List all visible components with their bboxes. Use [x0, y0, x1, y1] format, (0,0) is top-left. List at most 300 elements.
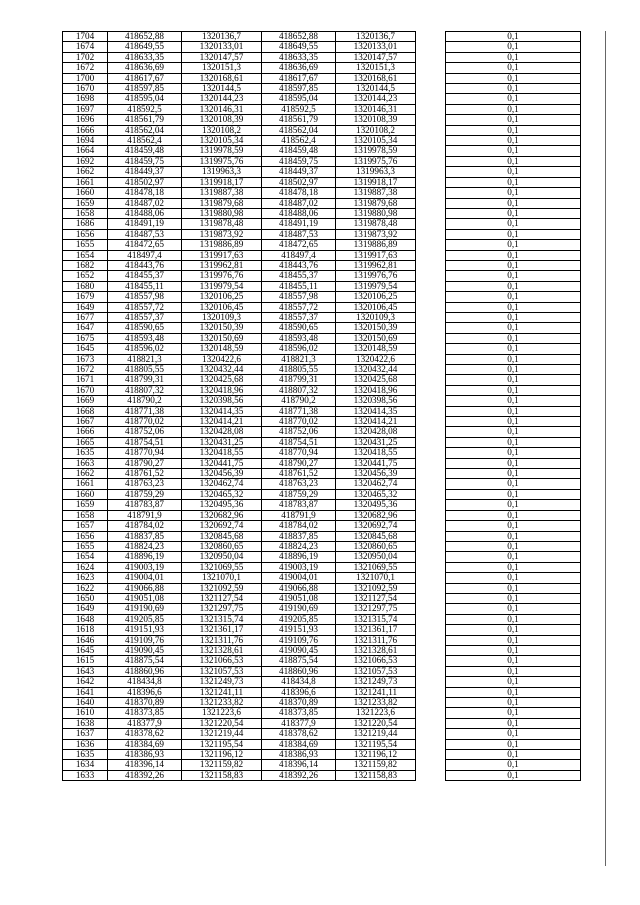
y-coordinate-cell: 1320414,35: [182, 406, 262, 416]
table-row: [63, 562, 581, 572]
point-number-cell: 1666: [63, 125, 108, 135]
y-coordinate-cell: 1321057,53: [182, 666, 262, 676]
x-coordinate-cell: 418791,9: [108, 510, 182, 520]
coordinates-sheet: [62, 31, 581, 781]
x-coordinate-cell: 418497,4: [108, 250, 182, 260]
x-coordinate-cell: 418597,85: [108, 84, 182, 94]
accuracy-cell: 0,1: [446, 198, 581, 208]
accuracy-cell: 0,1: [446, 521, 581, 531]
table-row: [63, 84, 581, 94]
x-coordinate-copy-cell: 418617,67: [262, 73, 336, 83]
table-row: [63, 448, 581, 458]
accuracy-cell: 0,1: [446, 718, 581, 728]
x-coordinate-copy-cell: 418455,11: [262, 281, 336, 291]
column-gap: [416, 271, 446, 281]
y-coordinate-copy-cell: 1320148,59: [336, 344, 416, 354]
x-coordinate-copy-cell: 418370,89: [262, 698, 336, 708]
x-coordinate-cell: 418562,04: [108, 125, 182, 135]
point-number-cell: 1660: [63, 188, 108, 198]
point-number-cell: 1670: [63, 84, 108, 94]
column-gap: [416, 146, 446, 156]
y-coordinate-cell: 1319880,98: [182, 208, 262, 218]
x-coordinate-cell: 418761,52: [108, 469, 182, 479]
accuracy-cell: 0,1: [446, 458, 581, 468]
y-coordinate-cell: 1319879,68: [182, 198, 262, 208]
table-row: [63, 750, 581, 760]
point-number-cell: 1660: [63, 489, 108, 499]
table-row: [63, 489, 581, 499]
y-coordinate-cell: 1321127,54: [182, 593, 262, 603]
column-gap: [416, 52, 446, 62]
y-coordinate-copy-cell: 1321196,12: [336, 750, 416, 760]
x-coordinate-copy-cell: 418459,48: [262, 146, 336, 156]
y-coordinate-cell: 1321069,55: [182, 562, 262, 572]
table-row: [63, 698, 581, 708]
point-number-cell: 1698: [63, 94, 108, 104]
column-gap: [416, 510, 446, 520]
point-number-cell: 1624: [63, 562, 108, 572]
x-coordinate-copy-cell: 418752,06: [262, 427, 336, 437]
x-coordinate-copy-cell: 418378,62: [262, 729, 336, 739]
column-gap: [416, 365, 446, 375]
point-number-cell: 1662: [63, 167, 108, 177]
column-gap: [416, 32, 446, 42]
table-row: [63, 593, 581, 603]
x-coordinate-cell: 418636,69: [108, 63, 182, 73]
y-coordinate-copy-cell: 1320108,39: [336, 115, 416, 125]
y-coordinate-copy-cell: 1320398,56: [336, 396, 416, 406]
y-coordinate-copy-cell: 1320105,34: [336, 136, 416, 146]
column-gap: [416, 260, 446, 270]
table-row: [63, 385, 581, 395]
x-coordinate-cell: 418557,37: [108, 312, 182, 322]
y-coordinate-cell: 1320133,01: [182, 42, 262, 52]
table-row: [63, 437, 581, 447]
x-coordinate-cell: 418459,48: [108, 146, 182, 156]
accuracy-cell: 0,1: [446, 136, 581, 146]
x-coordinate-copy-cell: 418455,37: [262, 271, 336, 281]
x-coordinate-cell: 418783,87: [108, 500, 182, 510]
x-coordinate-copy-cell: 418592,5: [262, 104, 336, 114]
point-number-cell: 1655: [63, 541, 108, 551]
x-coordinate-cell: 418807,32: [108, 385, 182, 395]
y-coordinate-copy-cell: 1321361,17: [336, 625, 416, 635]
table-row: [63, 115, 581, 125]
accuracy-cell: 0,1: [446, 739, 581, 749]
x-coordinate-cell: 418386,93: [108, 750, 182, 760]
table-row: [63, 344, 581, 354]
x-coordinate-cell: 418557,72: [108, 302, 182, 312]
x-coordinate-cell: 418752,06: [108, 427, 182, 437]
x-coordinate-copy-cell: 418487,53: [262, 229, 336, 239]
column-gap: [416, 73, 446, 83]
table-row: [63, 271, 581, 281]
y-coordinate-copy-cell: 1319878,48: [336, 219, 416, 229]
table-row: [63, 302, 581, 312]
x-coordinate-copy-cell: 419151,93: [262, 625, 336, 635]
y-coordinate-cell: 1319963,3: [182, 167, 262, 177]
accuracy-cell: 0,1: [446, 760, 581, 770]
table-row: [63, 198, 581, 208]
point-number-cell: 1675: [63, 333, 108, 343]
x-coordinate-copy-cell: 418502,97: [262, 177, 336, 187]
column-gap: [416, 208, 446, 218]
table-row: [63, 365, 581, 375]
y-coordinate-copy-cell: 1320428,08: [336, 427, 416, 437]
y-coordinate-copy-cell: 1320414,21: [336, 417, 416, 427]
y-coordinate-cell: 1321223,6: [182, 708, 262, 718]
point-number-cell: 1700: [63, 73, 108, 83]
table-row: [63, 260, 581, 270]
table-row: [63, 625, 581, 635]
y-coordinate-copy-cell: 1321241,11: [336, 687, 416, 697]
point-number-cell: 1635: [63, 448, 108, 458]
table-row: [63, 375, 581, 385]
point-number-cell: 1667: [63, 417, 108, 427]
x-coordinate-cell: 418592,5: [108, 104, 182, 114]
table-row: [63, 469, 581, 479]
y-coordinate-cell: 1320495,36: [182, 500, 262, 510]
x-coordinate-copy-cell: 418763,23: [262, 479, 336, 489]
x-coordinate-cell: 419151,93: [108, 625, 182, 635]
column-gap: [416, 469, 446, 479]
x-coordinate-cell: 418770,02: [108, 417, 182, 427]
point-number-cell: 1658: [63, 510, 108, 520]
y-coordinate-cell: 1321196,12: [182, 750, 262, 760]
accuracy-cell: 0,1: [446, 312, 581, 322]
y-coordinate-cell: 1321328,61: [182, 645, 262, 655]
point-number-cell: 1704: [63, 32, 108, 42]
table-row: [63, 427, 581, 437]
x-coordinate-cell: 418491,19: [108, 219, 182, 229]
y-coordinate-copy-cell: 1319873,92: [336, 229, 416, 239]
page-edge-line: [605, 31, 606, 866]
y-coordinate-cell: 1320422,6: [182, 354, 262, 364]
y-coordinate-cell: 1320150,69: [182, 333, 262, 343]
column-gap: [416, 312, 446, 322]
table-row: [63, 312, 581, 322]
accuracy-cell: 0,1: [446, 104, 581, 114]
y-coordinate-copy-cell: 1321158,83: [336, 770, 416, 780]
table-row: [63, 479, 581, 489]
table-row: [63, 573, 581, 583]
x-coordinate-cell: 418860,96: [108, 666, 182, 676]
x-coordinate-copy-cell: 418596,02: [262, 344, 336, 354]
point-number-cell: 1672: [63, 365, 108, 375]
y-coordinate-cell: 1320425,68: [182, 375, 262, 385]
y-coordinate-cell: 1320682,96: [182, 510, 262, 520]
column-gap: [416, 770, 446, 780]
point-number-cell: 1659: [63, 500, 108, 510]
point-number-cell: 1664: [63, 146, 108, 156]
y-coordinate-copy-cell: 1320418,55: [336, 448, 416, 458]
table-row: [63, 760, 581, 770]
point-number-cell: 1696: [63, 115, 108, 125]
y-coordinate-copy-cell: 1320106,45: [336, 302, 416, 312]
x-coordinate-copy-cell: 418561,79: [262, 115, 336, 125]
y-coordinate-copy-cell: 1319978,59: [336, 146, 416, 156]
accuracy-cell: 0,1: [446, 750, 581, 760]
accuracy-cell: 0,1: [446, 500, 581, 510]
y-coordinate-cell: 1321070,1: [182, 573, 262, 583]
y-coordinate-cell: 1319873,92: [182, 229, 262, 239]
column-gap: [416, 302, 446, 312]
y-coordinate-copy-cell: 1320168,61: [336, 73, 416, 83]
table-row: [63, 614, 581, 624]
y-coordinate-cell: 1321311,76: [182, 635, 262, 645]
column-gap: [416, 573, 446, 583]
y-coordinate-copy-cell: 1319918,17: [336, 177, 416, 187]
x-coordinate-copy-cell: 419190,69: [262, 604, 336, 614]
x-coordinate-cell: 418449,37: [108, 167, 182, 177]
x-coordinate-copy-cell: 419004,01: [262, 573, 336, 583]
column-gap: [416, 562, 446, 572]
accuracy-cell: 0,1: [446, 229, 581, 239]
y-coordinate-cell: 1320146,31: [182, 104, 262, 114]
accuracy-cell: 0,1: [446, 489, 581, 499]
x-coordinate-copy-cell: 418593,48: [262, 333, 336, 343]
y-coordinate-cell: 1321315,74: [182, 614, 262, 624]
x-coordinate-cell: 418837,85: [108, 531, 182, 541]
y-coordinate-copy-cell: 1319963,3: [336, 167, 416, 177]
x-coordinate-cell: 418455,37: [108, 271, 182, 281]
x-coordinate-copy-cell: 418784,02: [262, 521, 336, 531]
table-row: [63, 770, 581, 780]
column-gap: [416, 42, 446, 52]
table-row: [63, 583, 581, 593]
column-gap: [416, 458, 446, 468]
y-coordinate-cell: 1320414,21: [182, 417, 262, 427]
x-coordinate-cell: 418824,23: [108, 541, 182, 551]
x-coordinate-copy-cell: 418396,6: [262, 687, 336, 697]
x-coordinate-copy-cell: 418805,55: [262, 365, 336, 375]
table-row: [63, 240, 581, 250]
point-number-cell: 1692: [63, 156, 108, 166]
y-coordinate-copy-cell: 1320431,25: [336, 437, 416, 447]
column-gap: [416, 188, 446, 198]
x-coordinate-cell: 418561,79: [108, 115, 182, 125]
column-gap: [416, 552, 446, 562]
y-coordinate-cell: 1320108,2: [182, 125, 262, 135]
x-coordinate-copy-cell: 418557,98: [262, 292, 336, 302]
x-coordinate-cell: 418459,75: [108, 156, 182, 166]
y-coordinate-cell: 1320147,57: [182, 52, 262, 62]
y-coordinate-cell: 1320106,45: [182, 302, 262, 312]
column-gap: [416, 94, 446, 104]
y-coordinate-cell: 1319978,59: [182, 146, 262, 156]
x-coordinate-copy-cell: 418386,93: [262, 750, 336, 760]
x-coordinate-cell: 419051,08: [108, 593, 182, 603]
table-row: [63, 458, 581, 468]
column-gap: [416, 479, 446, 489]
y-coordinate-cell: 1321066,53: [182, 656, 262, 666]
accuracy-cell: 0,1: [446, 448, 581, 458]
y-coordinate-copy-cell: 1320147,57: [336, 52, 416, 62]
x-coordinate-copy-cell: 418770,94: [262, 448, 336, 458]
accuracy-cell: 0,1: [446, 656, 581, 666]
x-coordinate-cell: 418392,26: [108, 770, 182, 780]
accuracy-cell: 0,1: [446, 42, 581, 52]
y-coordinate-copy-cell: 1321297,75: [336, 604, 416, 614]
accuracy-cell: 0,1: [446, 240, 581, 250]
point-number-cell: 1649: [63, 302, 108, 312]
x-coordinate-copy-cell: 418770,02: [262, 417, 336, 427]
y-coordinate-copy-cell: 1321223,6: [336, 708, 416, 718]
point-number-cell: 1670: [63, 385, 108, 395]
table-row: [63, 250, 581, 260]
column-gap: [416, 437, 446, 447]
y-coordinate-cell: 1320150,39: [182, 323, 262, 333]
column-gap: [416, 687, 446, 697]
x-coordinate-cell: 418472,65: [108, 240, 182, 250]
column-gap: [416, 396, 446, 406]
point-number-cell: 1677: [63, 312, 108, 322]
accuracy-cell: 0,1: [446, 32, 581, 42]
y-coordinate-cell: 1320465,32: [182, 489, 262, 499]
column-gap: [416, 718, 446, 728]
column-gap: [416, 344, 446, 354]
point-number-cell: 1650: [63, 593, 108, 603]
accuracy-cell: 0,1: [446, 84, 581, 94]
column-gap: [416, 708, 446, 718]
x-coordinate-copy-cell: 418478,18: [262, 188, 336, 198]
accuracy-cell: 0,1: [446, 770, 581, 780]
table-row: [63, 406, 581, 416]
x-coordinate-cell: 418652,88: [108, 32, 182, 42]
column-gap: [416, 500, 446, 510]
accuracy-cell: 0,1: [446, 188, 581, 198]
column-gap: [416, 531, 446, 541]
accuracy-cell: 0,1: [446, 250, 581, 260]
table-row: [63, 541, 581, 551]
y-coordinate-copy-cell: 1319887,38: [336, 188, 416, 198]
x-coordinate-copy-cell: 419109,76: [262, 635, 336, 645]
y-coordinate-copy-cell: 1320425,68: [336, 375, 416, 385]
y-coordinate-cell: 1320441,75: [182, 458, 262, 468]
accuracy-cell: 0,1: [446, 593, 581, 603]
x-coordinate-copy-cell: 418759,29: [262, 489, 336, 499]
x-coordinate-cell: 418443,76: [108, 260, 182, 270]
point-number-cell: 1648: [63, 614, 108, 624]
accuracy-cell: 0,1: [446, 469, 581, 479]
point-number-cell: 1641: [63, 687, 108, 697]
x-coordinate-cell: 418502,97: [108, 177, 182, 187]
table-row: [63, 718, 581, 728]
y-coordinate-copy-cell: 1321328,61: [336, 645, 416, 655]
y-coordinate-cell: 1319886,89: [182, 240, 262, 250]
y-coordinate-cell: 1320431,25: [182, 437, 262, 447]
x-coordinate-cell: 419004,01: [108, 573, 182, 583]
y-coordinate-cell: 1321241,11: [182, 687, 262, 697]
column-gap: [416, 84, 446, 94]
y-coordinate-cell: 1321297,75: [182, 604, 262, 614]
column-gap: [416, 635, 446, 645]
y-coordinate-copy-cell: 1320462,74: [336, 479, 416, 489]
y-coordinate-cell: 1321361,17: [182, 625, 262, 635]
y-coordinate-copy-cell: 1321219,44: [336, 729, 416, 739]
table-row: [63, 708, 581, 718]
x-coordinate-cell: 418759,29: [108, 489, 182, 499]
accuracy-cell: 0,1: [446, 385, 581, 395]
x-coordinate-cell: 418487,53: [108, 229, 182, 239]
x-coordinate-copy-cell: 419066,88: [262, 583, 336, 593]
y-coordinate-copy-cell: 1320146,31: [336, 104, 416, 114]
x-coordinate-cell: 418377,9: [108, 718, 182, 728]
table-row: [63, 219, 581, 229]
column-gap: [416, 333, 446, 343]
table-row: [63, 188, 581, 198]
table-row: [63, 167, 581, 177]
x-coordinate-copy-cell: 418860,96: [262, 666, 336, 676]
table-row: [63, 104, 581, 114]
column-gap: [416, 427, 446, 437]
x-coordinate-copy-cell: 418896,19: [262, 552, 336, 562]
x-coordinate-copy-cell: 418807,32: [262, 385, 336, 395]
x-coordinate-copy-cell: 419205,85: [262, 614, 336, 624]
point-number-cell: 1656: [63, 531, 108, 541]
column-gap: [416, 219, 446, 229]
x-coordinate-copy-cell: 418633,35: [262, 52, 336, 62]
y-coordinate-cell: 1319878,48: [182, 219, 262, 229]
accuracy-cell: 0,1: [446, 73, 581, 83]
accuracy-cell: 0,1: [446, 375, 581, 385]
x-coordinate-cell: 418373,85: [108, 708, 182, 718]
x-coordinate-cell: 418562,4: [108, 136, 182, 146]
x-coordinate-cell: 418487,02: [108, 198, 182, 208]
y-coordinate-cell: 1320418,96: [182, 385, 262, 395]
x-coordinate-cell: 418771,38: [108, 406, 182, 416]
y-coordinate-copy-cell: 1320133,01: [336, 42, 416, 52]
point-number-cell: 1640: [63, 698, 108, 708]
y-coordinate-cell: 1319979,54: [182, 281, 262, 291]
column-gap: [416, 521, 446, 531]
table-row: [63, 156, 581, 166]
point-number-cell: 1610: [63, 708, 108, 718]
y-coordinate-cell: 1321220,54: [182, 718, 262, 728]
y-coordinate-cell: 1321158,83: [182, 770, 262, 780]
column-gap: [416, 385, 446, 395]
x-coordinate-cell: 419190,69: [108, 604, 182, 614]
table-row: [63, 32, 581, 42]
point-number-cell: 1663: [63, 458, 108, 468]
y-coordinate-cell: 1320105,34: [182, 136, 262, 146]
point-number-cell: 1636: [63, 739, 108, 749]
y-coordinate-copy-cell: 1320422,6: [336, 354, 416, 364]
y-coordinate-cell: 1320168,61: [182, 73, 262, 83]
x-coordinate-copy-cell: 419003,19: [262, 562, 336, 572]
accuracy-cell: 0,1: [446, 531, 581, 541]
column-gap: [416, 417, 446, 427]
column-gap: [416, 645, 446, 655]
accuracy-cell: 0,1: [446, 541, 581, 551]
y-coordinate-copy-cell: 1319976,76: [336, 271, 416, 281]
x-coordinate-copy-cell: 418392,26: [262, 770, 336, 780]
column-gap: [416, 698, 446, 708]
column-gap: [416, 292, 446, 302]
y-coordinate-copy-cell: 1320106,25: [336, 292, 416, 302]
accuracy-cell: 0,1: [446, 729, 581, 739]
point-number-cell: 1661: [63, 479, 108, 489]
column-gap: [416, 229, 446, 239]
x-coordinate-copy-cell: 418590,65: [262, 323, 336, 333]
x-coordinate-copy-cell: 418443,76: [262, 260, 336, 270]
column-gap: [416, 593, 446, 603]
point-number-cell: 1655: [63, 240, 108, 250]
y-coordinate-copy-cell: 1320108,2: [336, 125, 416, 135]
table-row: [63, 73, 581, 83]
x-coordinate-copy-cell: 418557,37: [262, 312, 336, 322]
x-coordinate-cell: 418790,2: [108, 396, 182, 406]
